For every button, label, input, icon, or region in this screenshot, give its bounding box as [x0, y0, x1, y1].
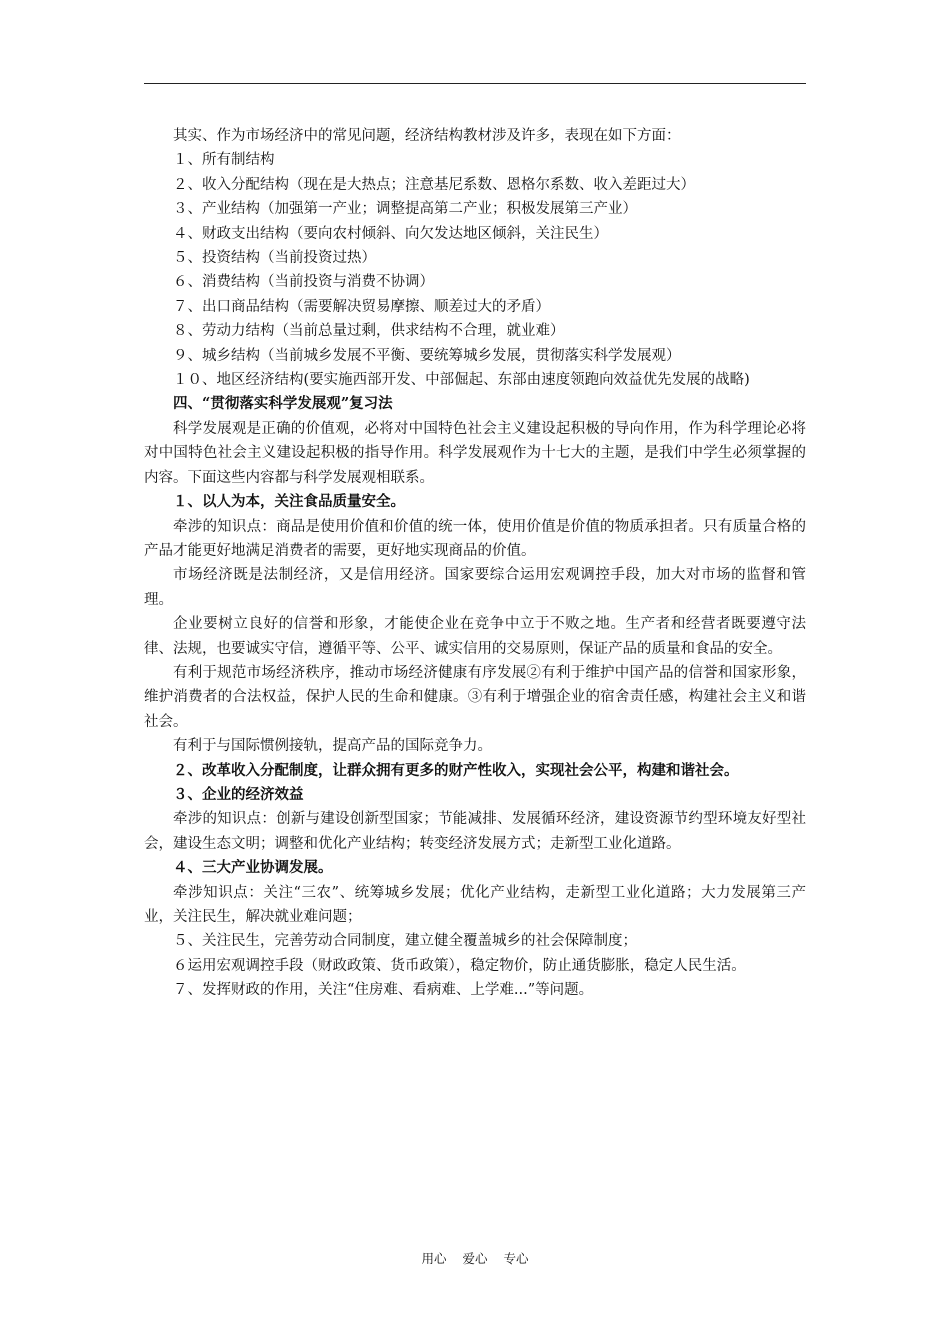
list-item: ６运用宏观调控手段（财政政策、货币政策），稳定物价，防止通货膨胀，稳定人民生活。	[173, 957, 746, 974]
subsection-heading: ２、改革收入分配制度，让群众拥有更多的财产性收入，实现社会公平，构建和谐社会。	[173, 761, 739, 779]
paragraph: 牵涉的知识点：商品是使用价值和价值的统一体，使用价值是价值的物质承担者。只有质量合格的产品才能更好地满足消费者的需要，更好地实现商品的价值。	[144, 518, 806, 559]
subsection-heading: １、以人为本，关注食品质量安全。	[173, 493, 405, 511]
paragraph: 牵涉知识点：关注“三农”、统筹城乡发展；优化产业结构，走新型工业化道路；大力发展第三产业，关注民生，解决就业难问题；	[144, 884, 806, 925]
paragraph: 市场经济既是法制经济，又是信用经济。国家要综合运用宏观调控手段，加大对市场的监督和管理。	[144, 567, 806, 608]
list-item: ９、城乡结构（当前城乡发展不平衡、要统筹城乡发展，贯彻落实科学发展观）	[173, 347, 681, 364]
paragraph: 牵涉的知识点：创新与建设创新型国家；节能减排、发展循环经济，建设资源节约型环境友好型社会，建设生态文明；调整和优化产业结构；转变经济发展方式；走新型工业化道路。	[144, 811, 806, 852]
subsection-heading: ３、企业的经济效益	[173, 785, 304, 803]
list-item: ７、发挥财政的作用，关注“住房难、看病难、上学难...”等问题。	[173, 982, 594, 999]
list-item: ５、投资结构（当前投资过热）	[173, 250, 376, 267]
paragraph: 科学发展观是正确的价值观，必将对中国特色社会主义建设起积极的导向作用，作为科学理论必将对中国特色社会主义建设起积极的指导作用。科学发展观作为十七大的主题，是我们中学生必须掌握的内容。下面这些内容都与科学发展观相联系。	[144, 420, 806, 486]
subsection-heading: ４、三大产业协调发展。	[173, 859, 333, 877]
document-body	[144, 124, 806, 1003]
list-item: ７、出口商品结构（需要解决贸易摩擦、顺差过大的矛盾）	[173, 298, 550, 315]
section-heading: 四、“贯彻落实科学发展观”复习法	[173, 395, 393, 413]
list-item: ２、收入分配结构（现在是大热点；注意基尼系数、恩格尔系数、收入差距过大）	[173, 176, 695, 193]
paragraph: 其实、作为市场经济中的常见问题，经济结构教材涉及许多，表现在如下方面：	[173, 128, 681, 144]
list-item: １０、地区经济结构(要实施西部开发、中部倔起、东部由速度领跑向效益优先发展的战略)	[173, 372, 750, 389]
list-item: ６、消费结构（当前投资与消费不协调）	[173, 274, 434, 291]
footer-item: 专心	[503, 1251, 529, 1266]
paragraph: 有利于与国际惯例接轨，提高产品的国际竞争力。	[173, 738, 492, 755]
footer-item: 爱心	[462, 1251, 488, 1266]
page-footer	[0, 1249, 950, 1267]
paragraph: 企业要树立良好的信誉和形象，才能使企业在竞争中立于不败之地。生产者和经营者既要遵守法律、法规，也要诚实守信，遵循平等、公平、诚实信用的交易原则，保证产品的质量和食品的安全。	[144, 616, 806, 657]
paragraph: 有利于规范市场经济秩序，推动市场经济健康有序发展②有利于维护中国产品的信誉和国家形象，维护消费者的合法权益，保护人民的生命和健康。③有利于增强企业的宿舍责任感，构建社会主义和谐社会。	[144, 664, 806, 730]
list-item: ５、关注民生，完善劳动合同制度，建立健全覆盖城乡的社会保障制度；	[173, 933, 637, 950]
list-item: ３、产业结构（加强第一产业；调整提高第二产业；积极发展第三产业）	[173, 201, 637, 218]
list-item: ４、财政支出结构（要向农村倾斜、向欠发达地区倾斜，关注民生）	[173, 225, 608, 242]
list-item: １、所有制结构	[173, 152, 275, 169]
list-item: ８、劳动力结构（当前总量过剩，供求结构不合理，就业难）	[173, 323, 565, 340]
footer-item: 用心	[421, 1251, 447, 1266]
header-rule	[144, 83, 806, 84]
